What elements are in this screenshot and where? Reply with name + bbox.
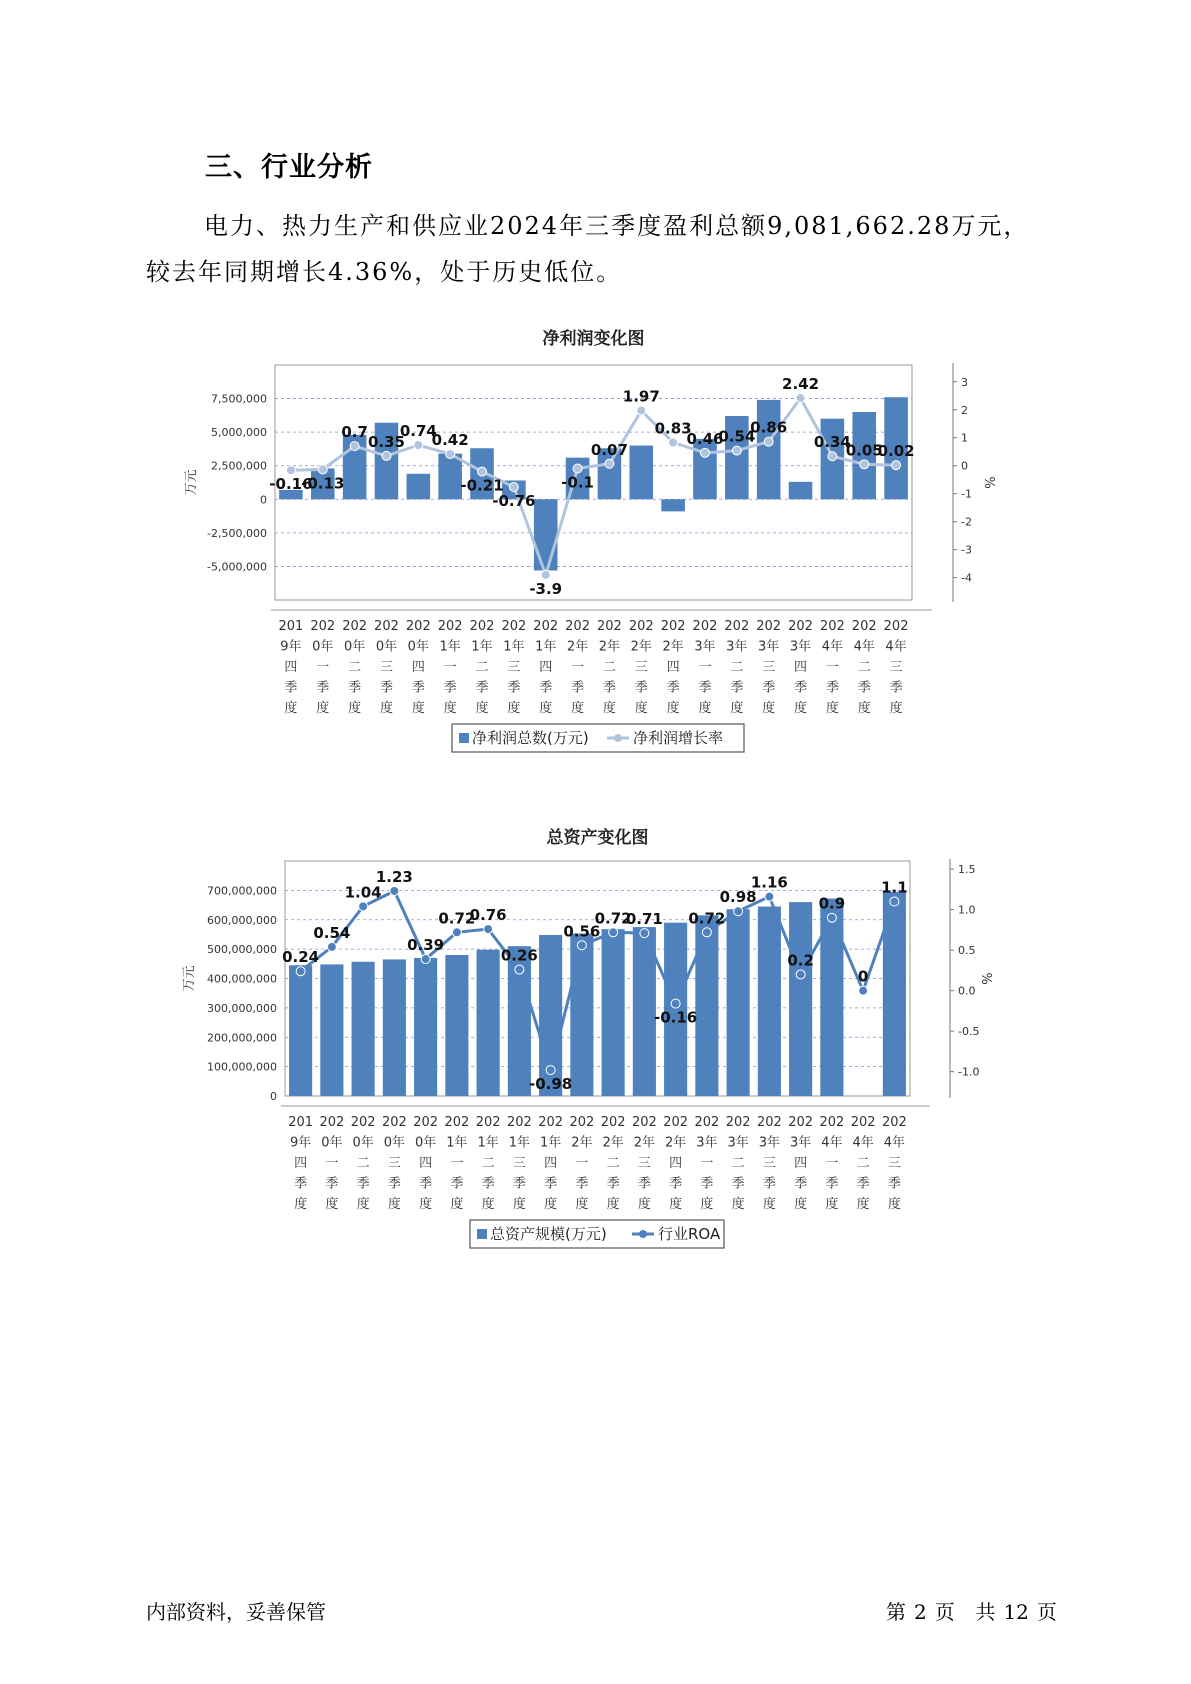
- bar: [695, 915, 718, 1096]
- y-axis-label-right: %: [981, 972, 996, 985]
- x-tick-label: 202 0年三季度: [374, 619, 399, 716]
- line-point: [671, 999, 680, 1008]
- bar: [661, 499, 685, 511]
- y-tick-label-left: 500,000,000: [207, 943, 277, 957]
- line-point: [637, 406, 646, 415]
- y-tick-label-right: -2: [961, 515, 972, 529]
- page-unit: 页: [934, 1600, 955, 1624]
- line-point: [390, 886, 399, 895]
- line-point: [734, 907, 743, 916]
- x-tick-label: 202 1年三季度: [501, 619, 527, 716]
- data-label: 0.72: [688, 909, 726, 928]
- y-tick-label-left: 600,000,000: [207, 913, 277, 927]
- y-tick-label-right: -4: [961, 571, 972, 585]
- line-point: [700, 448, 709, 457]
- total-unit: 页: [1036, 1600, 1057, 1624]
- summary-paragraph: [146, 203, 1046, 295]
- y-tick-label-left: 400,000,000: [207, 972, 277, 986]
- data-label: 0.86: [750, 418, 788, 437]
- line-point: [669, 438, 678, 447]
- line-point: [860, 460, 869, 469]
- bar: [477, 950, 500, 1096]
- x-tick-label: 202 1年四季度: [538, 1115, 564, 1212]
- data-label: -0.16: [654, 1008, 698, 1027]
- chart-title: 总资产变化图: [546, 828, 649, 848]
- x-tick-label: 201 9年四季度: [278, 619, 304, 716]
- data-label: -0.76: [492, 491, 536, 510]
- y-tick-label-right: -1.0: [958, 1065, 980, 1079]
- data-label: 2.42: [782, 375, 820, 394]
- line-point: [484, 925, 493, 934]
- line-point: [640, 929, 649, 938]
- total-assets-chart: [0, 813, 1191, 1263]
- line-point: [546, 1066, 555, 1075]
- x-tick-label: 202 2年一季度: [569, 1115, 595, 1212]
- bar: [438, 454, 462, 500]
- bar: [534, 499, 558, 570]
- line-point: [573, 464, 582, 473]
- data-label: 0: [857, 967, 869, 986]
- bar: [789, 902, 812, 1096]
- x-tick-label: 202 0年二季度: [342, 619, 368, 716]
- total-prefix: 共: [975, 1600, 996, 1624]
- footer-confidential: 内部资料，妥善保管: [146, 1600, 326, 1624]
- legend-bar-swatch: [459, 733, 469, 743]
- x-tick-label: 202 3年四季度: [788, 619, 813, 716]
- x-tick-label: 202 3年四季度: [788, 1115, 814, 1212]
- line-point: [577, 941, 586, 950]
- x-tick-label: 202 1年一季度: [437, 619, 463, 716]
- x-tick-label: 202 4年二季度: [850, 1115, 876, 1212]
- bar: [445, 955, 468, 1096]
- data-label: 0.46: [686, 429, 724, 448]
- line-point: [509, 482, 518, 491]
- line-point: [350, 442, 359, 451]
- net-profit-chart: [0, 320, 1191, 780]
- data-label: 0.56: [563, 922, 601, 941]
- y-tick-label-left: 5,000,000: [211, 426, 267, 440]
- x-tick-label: 202 1年二季度: [475, 1115, 501, 1212]
- y-tick-label-left: 0: [260, 493, 267, 507]
- x-tick-label: 202 2年三季度: [628, 619, 654, 716]
- data-label: 0.54: [718, 427, 756, 446]
- y-tick-label-left: 2,500,000: [211, 459, 267, 473]
- x-tick-label: 202 2年四季度: [663, 1115, 689, 1212]
- data-label: 0.9: [818, 894, 846, 913]
- y-axis-label-left: 万元: [182, 965, 197, 992]
- x-tick-label: 202 0年三季度: [381, 1115, 407, 1212]
- data-label: 1.23: [375, 867, 413, 886]
- data-label: -0.13: [301, 474, 345, 493]
- paragraph-line-1: 电力、热力生产和供应业2024年三季度盈利总额9,081,662.28万元，: [204, 212, 1030, 240]
- line-point: [605, 459, 614, 468]
- data-label: 0.39: [407, 936, 445, 955]
- x-tick-label: 202 1年一季度: [444, 1115, 470, 1212]
- page-prefix: 第: [886, 1600, 906, 1624]
- data-label: 0.71: [625, 910, 663, 929]
- data-label: -3.9: [529, 579, 563, 598]
- y-tick-label-left: 0: [270, 1090, 277, 1103]
- line-point: [296, 967, 305, 976]
- total-pages: 12: [1003, 1600, 1029, 1624]
- line-point: [421, 955, 430, 964]
- x-tick-label: 202 3年二季度: [724, 619, 750, 716]
- line-point: [732, 446, 741, 455]
- bar: [789, 482, 813, 499]
- y-tick-label-right: 1.5: [958, 863, 976, 877]
- x-tick-label: 202 2年四季度: [660, 619, 686, 716]
- line-point: [452, 928, 461, 937]
- x-tick-label: 202 4年一季度: [819, 1115, 845, 1212]
- legend-bar-label: 总资产规模(万元): [490, 1225, 607, 1243]
- page-number: 2: [914, 1600, 927, 1624]
- bar: [383, 959, 406, 1096]
- data-label: 1.1: [881, 878, 908, 897]
- y-tick-label-right: -1: [961, 487, 972, 501]
- bar: [757, 400, 781, 499]
- y-axis-label-right: %: [984, 476, 999, 489]
- x-tick-label: 202 3年三季度: [756, 1115, 782, 1212]
- x-tick-label: 202 0年四季度: [413, 1115, 439, 1212]
- data-label: -0.1: [561, 473, 594, 492]
- y-tick-label-left: 300,000,000: [207, 1001, 277, 1015]
- data-label: 0.2: [787, 951, 814, 970]
- line-point: [515, 965, 524, 974]
- legend-line-label: 净利润增长率: [633, 729, 724, 747]
- data-label: 0.42: [431, 430, 469, 449]
- data-label: -0.16: [269, 475, 313, 494]
- bar: [407, 474, 431, 500]
- y-tick-label-left: 100,000,000: [207, 1060, 277, 1074]
- data-label: 0.76: [469, 906, 507, 925]
- y-tick-label-right: -3: [961, 543, 972, 557]
- paragraph-line-2: 较去年同期增长4.36%，处于历史低位。: [146, 258, 623, 286]
- x-tick-label: 202 1年四季度: [533, 619, 559, 716]
- x-tick-label: 202 1年三季度: [506, 1115, 532, 1212]
- x-tick-label: 202 0年一季度: [310, 619, 336, 716]
- data-label: 0.02: [877, 442, 915, 461]
- data-label: 0.05: [845, 441, 883, 460]
- y-tick-label-left: 7,500,000: [211, 392, 267, 406]
- data-label: 1.97: [622, 387, 660, 406]
- data-label: 0.72: [594, 909, 632, 928]
- data-label: 1.04: [344, 883, 382, 902]
- line-point: [764, 437, 773, 446]
- y-tick-label-right: 0.0: [958, 984, 976, 998]
- legend-line-label: 行业ROA: [658, 1225, 721, 1243]
- x-tick-label: 202 2年一季度: [565, 619, 590, 716]
- chart-title: 净利润变化图: [542, 329, 645, 349]
- legend-line-marker: [639, 1230, 647, 1238]
- legend-line-marker: [614, 734, 622, 742]
- x-tick-label: 202 2年二季度: [600, 1115, 626, 1212]
- legend-bar-label: 净利润总数(万元): [472, 729, 589, 747]
- y-tick-label-right: 2: [961, 403, 968, 417]
- line-point: [327, 942, 336, 951]
- footer-page-info: [882, 1596, 1061, 1625]
- data-label: -0.21: [460, 476, 504, 495]
- bar: [727, 909, 750, 1096]
- x-tick-label: 202 0年四季度: [405, 619, 431, 716]
- line-point: [382, 451, 391, 460]
- y-tick-label-left: -2,500,000: [207, 526, 267, 540]
- y-tick-label-left: 200,000,000: [207, 1031, 277, 1045]
- x-tick-label: 202 3年一季度: [694, 1115, 720, 1212]
- data-label: 0.34: [813, 433, 851, 452]
- legend-bar-swatch: [477, 1229, 487, 1239]
- data-label: 0.54: [313, 923, 351, 942]
- y-tick-label-right: -0.5: [958, 1025, 980, 1039]
- section-heading: 三、行业分析: [205, 152, 373, 183]
- line-point: [765, 892, 774, 901]
- bar: [352, 962, 375, 1096]
- line-point: [892, 461, 901, 470]
- x-tick-label: 202 4年一季度: [819, 619, 845, 716]
- line-point: [541, 570, 550, 579]
- x-tick-label: 202 1年二季度: [469, 619, 495, 716]
- bar: [602, 929, 625, 1096]
- x-tick-label: 201 9年四季度: [288, 1115, 314, 1212]
- bar: [570, 934, 593, 1096]
- x-tick-label: 202 3年二季度: [725, 1115, 751, 1212]
- data-label: 0.26: [500, 946, 538, 965]
- y-tick-label-right: 0.5: [958, 944, 976, 958]
- data-label: 0.72: [438, 909, 476, 928]
- data-label: 1.16: [750, 873, 788, 892]
- x-tick-label: 202 3年三季度: [756, 619, 782, 716]
- x-tick-label: 202 4年三季度: [881, 1115, 907, 1212]
- y-tick-label-right: 3: [961, 375, 968, 389]
- y-tick-label-right: 1: [961, 431, 968, 445]
- line-point: [609, 928, 618, 937]
- x-tick-label: 202 3年一季度: [692, 619, 718, 716]
- data-label: -0.98: [529, 1075, 573, 1094]
- line-point: [318, 465, 327, 474]
- bar: [289, 965, 312, 1096]
- line-point: [414, 441, 423, 450]
- line-point: [359, 902, 368, 911]
- x-tick-label: 202 4年二季度: [851, 619, 877, 716]
- line-point: [286, 466, 295, 475]
- data-label: 0.07: [590, 440, 628, 459]
- line-point: [827, 913, 836, 922]
- data-label: 0.24: [282, 948, 320, 967]
- data-label: 0.98: [719, 888, 757, 907]
- y-axis-label-left: 万元: [184, 469, 199, 496]
- line-point: [859, 986, 868, 995]
- y-tick-label-right: 1.0: [958, 903, 976, 917]
- y-tick-label-left: 700,000,000: [207, 884, 277, 898]
- x-tick-label: 202 0年一季度: [319, 1115, 345, 1212]
- y-tick-label-left: -5,000,000: [207, 560, 267, 574]
- bar: [758, 907, 781, 1096]
- line-point: [828, 452, 837, 461]
- data-label: 0.35: [367, 432, 405, 451]
- line-point: [796, 394, 805, 403]
- data-label: 0.83: [654, 419, 692, 438]
- bar: [414, 958, 437, 1096]
- line-point: [478, 467, 487, 476]
- x-tick-label: 202 2年三季度: [631, 1115, 657, 1212]
- bar: [820, 899, 843, 1096]
- x-tick-label: 202 2年二季度: [597, 619, 622, 716]
- bar: [320, 964, 343, 1096]
- y-tick-label-right: 0: [961, 459, 968, 473]
- bar: [629, 446, 653, 500]
- line-point: [702, 928, 711, 937]
- line-point: [796, 970, 805, 979]
- line-point: [890, 897, 899, 906]
- line-point: [446, 449, 455, 458]
- x-tick-label: 202 4年三季度: [883, 619, 909, 716]
- x-tick-label: 202 0年二季度: [350, 1115, 376, 1212]
- data-label: 0.74: [399, 422, 437, 441]
- data-label: 0.7: [341, 423, 368, 442]
